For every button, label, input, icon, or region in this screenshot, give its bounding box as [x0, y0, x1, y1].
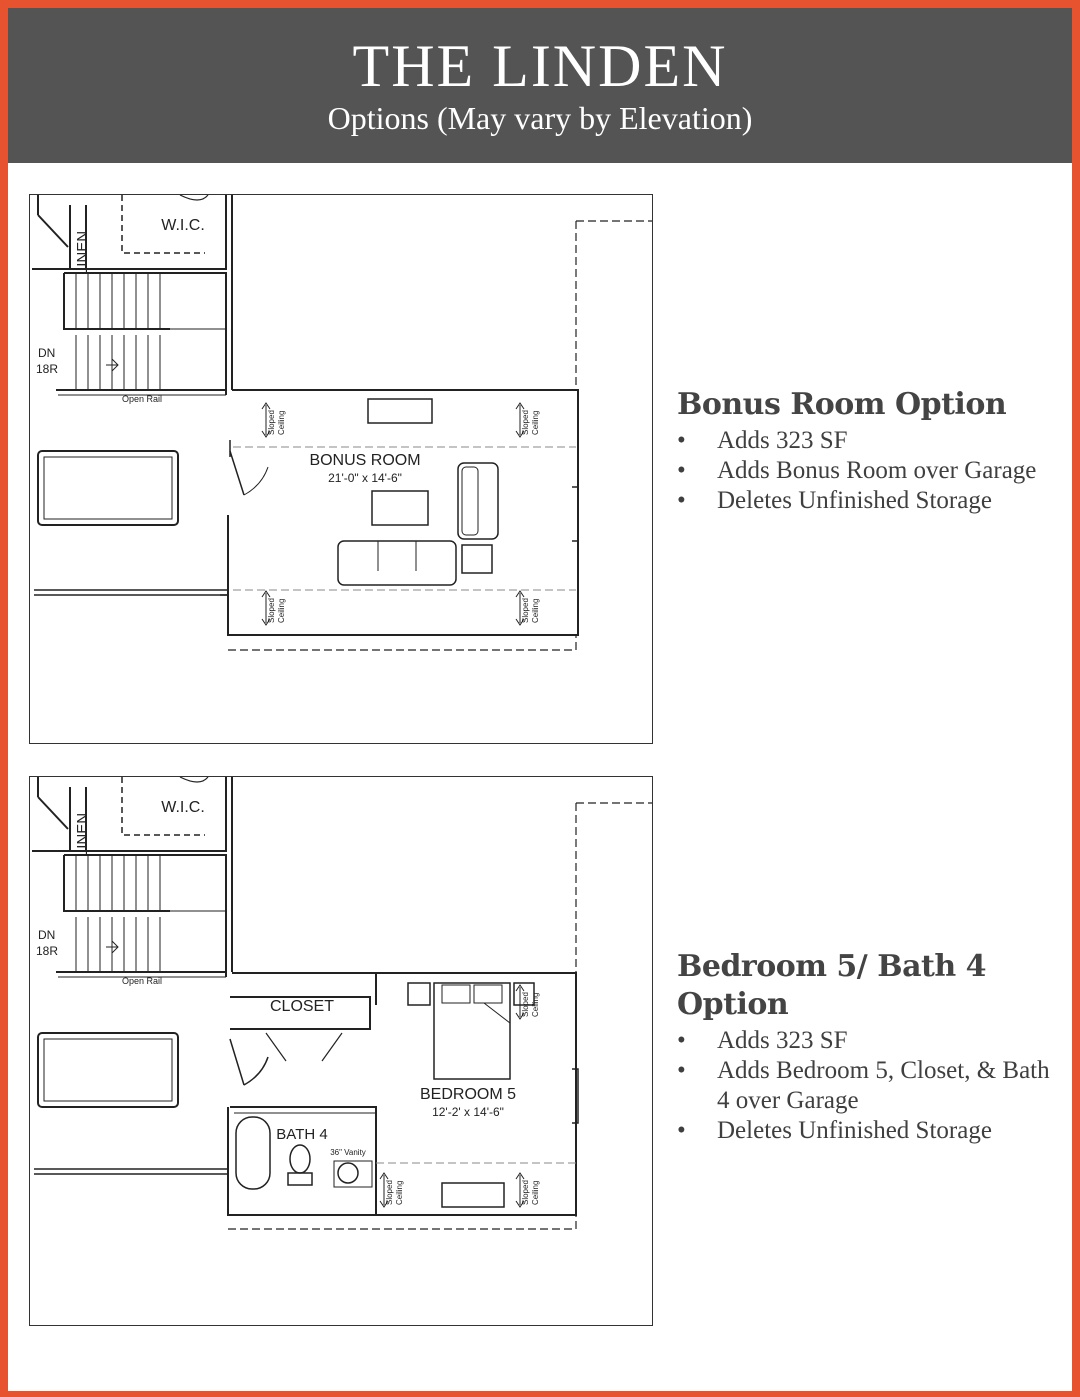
sloped-ceiling-label-2: Sloped — [521, 410, 530, 435]
bedroom-option-title — [677, 948, 1067, 1024]
stair-down-label: DN — [38, 346, 56, 360]
linen-label: LINEN — [74, 812, 91, 858]
sloped-ceiling-label-4: Sloped — [521, 598, 530, 623]
sloped-ceiling-label-1b: Ceiling — [277, 410, 286, 435]
bedroom-option-list — [677, 1026, 1067, 1146]
bonus-option-title: Bonus Room Option — [677, 387, 1007, 422]
page-frame — [8, 8, 1072, 1391]
sloped-ceiling-label-1b: Ceiling — [531, 992, 540, 1017]
bonus-option-bullet: • Deletes Unfinished Storage — [677, 486, 1067, 516]
wic-label: W.I.C. — [161, 217, 205, 234]
sloped-ceiling-label-3b: Ceiling — [531, 1180, 540, 1205]
wic-label: W.I.C. — [161, 799, 205, 816]
stair-risers-label: 18R — [36, 944, 59, 958]
sloped-ceiling-label-3: Sloped — [521, 1180, 530, 1205]
stair-risers-label: 18R — [36, 362, 59, 376]
bedroom-option-title-line2: Option — [677, 987, 789, 1022]
open-rail-label: Open Rail — [121, 394, 163, 404]
sloped-ceiling-label-2b: Ceiling — [531, 410, 540, 435]
sloped-ceiling-label-1: Sloped — [521, 992, 530, 1017]
bonus-option-bullet: • Adds Bonus Room over Garage — [677, 456, 1067, 486]
sloped-ceiling-label-1: Sloped — [267, 410, 276, 435]
bedroom-option-bullet: • Adds 323 SF — [677, 1026, 1067, 1056]
bedroom-plan-drawing — [30, 777, 652, 1325]
bedroom-option-bullet: • Deletes Unfinished Storage — [677, 1116, 1067, 1146]
bonus-room-floor-plan — [29, 194, 653, 744]
open-rail-label: Open Rail — [121, 976, 163, 986]
bonus-room-label: BONUS ROOM — [309, 452, 421, 469]
sloped-ceiling-label-2b: Ceiling — [395, 1180, 404, 1205]
bedroom-5-size: 12'-2' x 14'-6" — [432, 1105, 504, 1119]
bonus-option-list — [677, 426, 1067, 516]
bath-4-label: BATH 4 — [276, 1126, 328, 1143]
stair-down-label: DN — [38, 928, 56, 942]
linen-label: LINEN — [74, 230, 91, 276]
sloped-ceiling-label-4b: Ceiling — [531, 598, 540, 623]
page-subtitle: Options (May vary by Elevation) — [327, 100, 753, 136]
vanity-label: 36" Vanity — [330, 1148, 366, 1157]
sloped-ceiling-label-3: Sloped — [267, 598, 276, 623]
sloped-ceiling-label-2: Sloped — [385, 1180, 394, 1205]
bedroom-option-bullet: • Adds Bedroom 5, Closet, & Bath 4 over Garage — [677, 1056, 1067, 1116]
bonus-room-plan-drawing — [30, 195, 652, 743]
bonus-room-option — [677, 386, 1067, 516]
bedroom-bath-option — [677, 948, 1067, 1146]
bedroom-5-label: BEDROOM 5 — [419, 1086, 517, 1103]
page-title: THE LINDEN — [352, 33, 728, 99]
bonus-option-bullet: • Adds 323 SF — [677, 426, 1067, 456]
bedroom-bath-floor-plan — [29, 776, 653, 1326]
header-banner — [8, 8, 1072, 163]
sloped-ceiling-label-3b: Ceiling — [277, 598, 286, 623]
bedroom-option-title-line1: Bedroom 5/ Bath 4 — [677, 949, 986, 984]
closet-label: CLOSET — [269, 998, 335, 1015]
bonus-room-size: 21'-0" x 14'-6" — [328, 471, 402, 485]
